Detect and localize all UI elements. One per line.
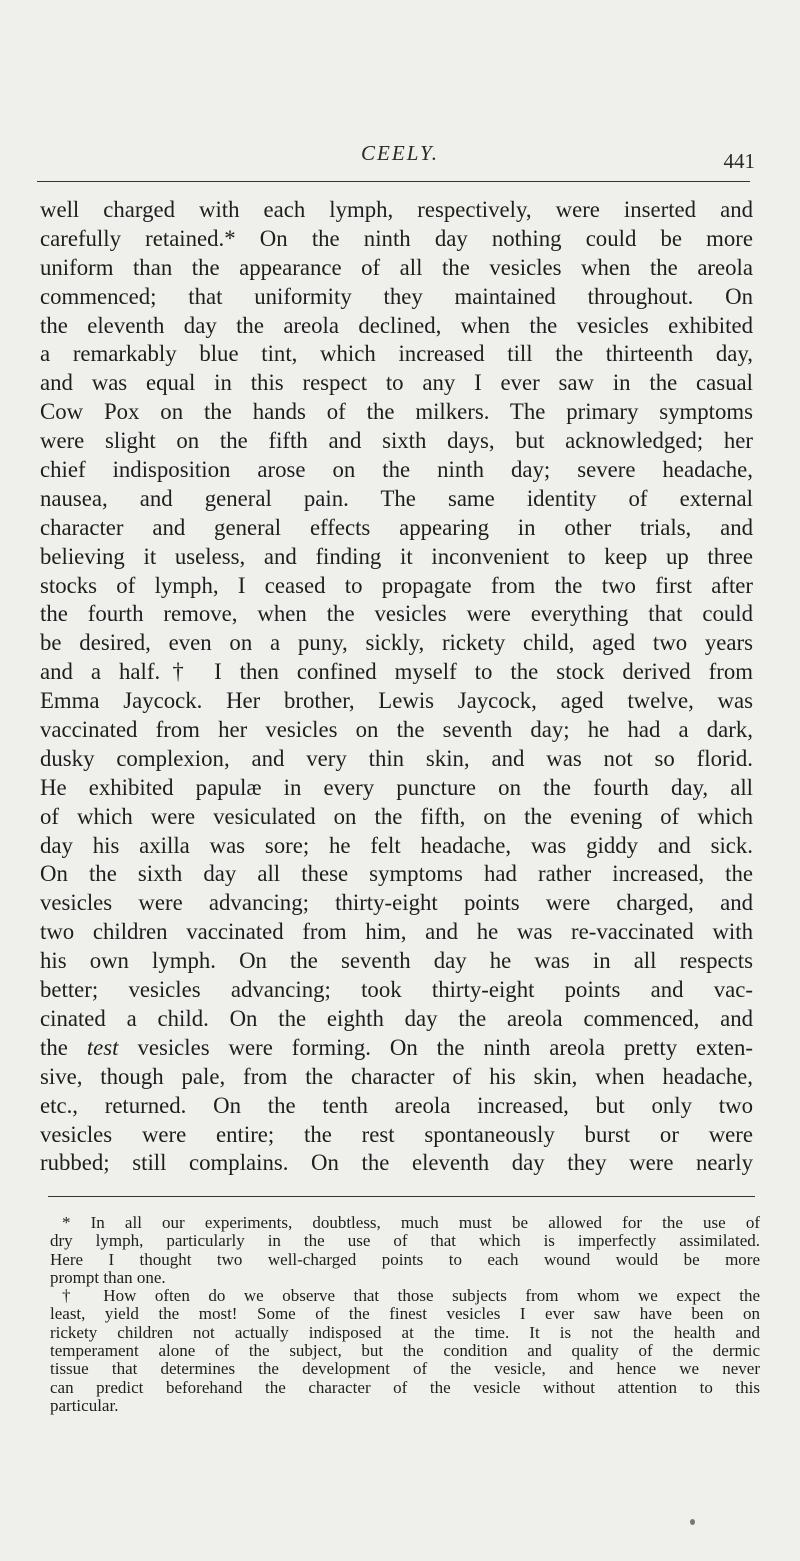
- body-line: sive, though pale, from the character of his skin, when headache,: [40, 1063, 753, 1089]
- body-line: of which were vesiculated on the fifth, on the evening of which: [40, 803, 753, 829]
- body-line: On the sixth day all these symptoms had rather increased, the: [40, 861, 753, 887]
- body-line: be desired, even on a puny, sickly, rickety child, aged two years: [40, 630, 753, 656]
- body-line: a remarkably blue tint, which increased till the thirteenth day,: [40, 341, 753, 367]
- footnote-line: dry lymph, particularly in the use of that which is imperfectly assimilated.: [50, 1232, 760, 1251]
- body-line: uniform than the appearance of all the vesicles when the areola: [40, 254, 753, 280]
- body-line: vesicles were advancing; thirty-eight points were charged, and: [40, 890, 753, 916]
- body-line: Emma Jaycock. Her brother, Lewis Jaycock, aged twelve, was: [40, 688, 753, 714]
- body-line: believing it useless, and finding it inconvenient to keep up three: [40, 543, 753, 569]
- body-line: chief indisposition arose on the ninth day; severe headache,: [40, 457, 753, 483]
- body-line: Cow Pox on the hands of the milkers. The primary symptoms: [40, 399, 753, 425]
- body-line: day his axilla was sore; he felt headache, was giddy and sick.: [40, 832, 753, 858]
- body-line: nausea, and general pain. The same identity of external: [40, 485, 753, 511]
- footnote-line: temperament alone of the subject, but the condition and quality of the dermic: [50, 1342, 760, 1361]
- footnote-line: particular.: [50, 1396, 119, 1415]
- footnote-line: can predict beforehand the character of the vesicle without attention to this: [50, 1378, 760, 1397]
- body-line: character and general effects appearing in other trials, and: [40, 514, 753, 540]
- body-text: [40, 196, 753, 1178]
- body-line: the fourth remove, when the vesicles were everything that could: [40, 601, 753, 627]
- body-line: carefully retained.* On the ninth day nothing could be more: [40, 225, 753, 251]
- footnote-line: Here I thought two well-charged points to each wound would be more: [50, 1250, 760, 1269]
- body-line: and was equal in this respect to any I ever saw in the casual: [40, 370, 753, 396]
- page-number: 441: [723, 149, 755, 173]
- ink-spot: [690, 1519, 695, 1525]
- italic-word: test: [86, 1034, 119, 1060]
- footnote-rule: [48, 1196, 755, 1197]
- footnote-line: rickety children not actually indisposed at the time. It is not the health and: [50, 1323, 760, 1342]
- body-line: well charged with each lymph, respectively, were inserted and: [40, 197, 753, 222]
- body-line: stocks of lymph, I ceased to propagate from the two first after: [40, 572, 753, 598]
- body-line: his own lymph. On the seventh day he was in all respects: [40, 948, 753, 974]
- footnote-line: † How often do we observe that those subjects from whom we expect the: [62, 1287, 760, 1306]
- body-line: cinated a child. On the eighth day the areola commenced, and: [40, 1005, 753, 1031]
- body-line: vaccinated from her vesicles on the seventh day; he had a dark,: [40, 717, 753, 743]
- body-line: dusky complexion, and very thin skin, and was not so florid.: [40, 745, 753, 771]
- footnote-line: tissue that determines the development of the vesicle, and hence we never: [50, 1360, 760, 1379]
- body-line: commenced; that uniformity they maintained throughout. On: [40, 283, 753, 309]
- body-line: the eleventh day the areola declined, when the vesicles exhibited: [40, 312, 753, 338]
- body-line: He exhibited papulæ in every puncture on the fourth day, all: [40, 774, 753, 800]
- body-line: better; vesicles advancing; took thirty-eight points and vac-: [40, 977, 753, 1003]
- body-line: etc., returned. On the tenth areola increased, but only two: [40, 1092, 753, 1118]
- body-line: vesicles were entire; the rest spontaneously burst or were: [40, 1121, 753, 1147]
- body-line-rest: vesicles were forming. On the ninth areola pretty exten-: [137, 1034, 753, 1060]
- header-rule: [37, 181, 750, 182]
- footnote-line: least, yield the most! Some of the finest vesicles I ever saw have been on: [50, 1305, 760, 1324]
- body-line-start: the: [40, 1034, 68, 1060]
- running-head: [0, 141, 800, 171]
- running-title: CEELY.: [361, 141, 439, 165]
- body-line: rubbed; still complains. On the eleventh day they were nearly: [40, 1150, 753, 1176]
- footnote-line: prompt than one.: [50, 1268, 166, 1287]
- body-line-with-italic: [40, 1034, 753, 1063]
- body-line: and a half.† I then confined myself to the stock derived from: [40, 659, 753, 685]
- body-line: were slight on the fifth and sixth days, but acknowledged; her: [40, 428, 753, 454]
- body-line: two children vaccinated from him, and he was re-vaccinated with: [40, 919, 753, 945]
- footnote-line: * In all our experiments, doubtless, much must be allowed for the use of: [62, 1214, 760, 1232]
- footnotes: [50, 1214, 760, 1415]
